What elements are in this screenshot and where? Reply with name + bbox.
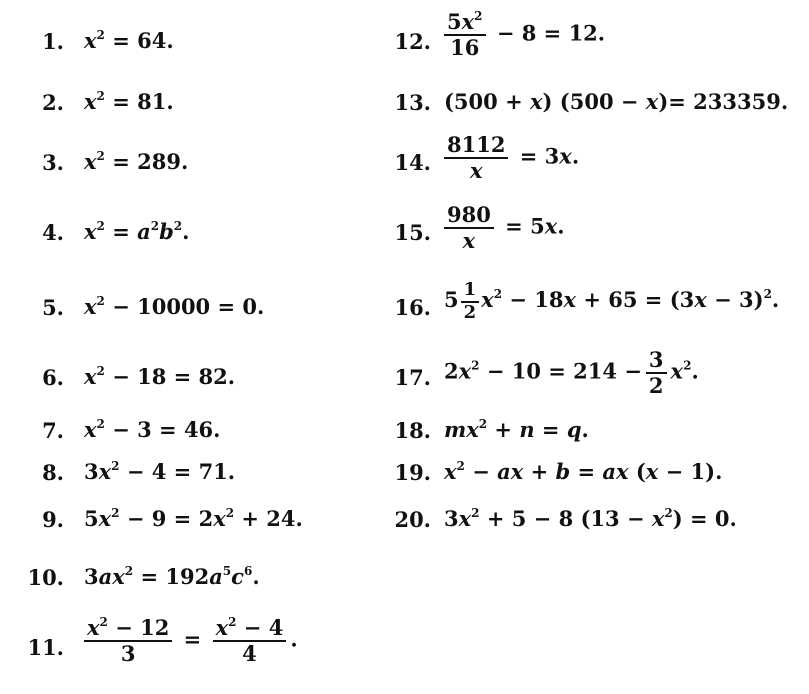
problem-number: 17. [394, 365, 431, 390]
problem-number: 1. [42, 29, 64, 54]
problem-equation: $x^2 = 81$. [84, 89, 174, 114]
problem-number: 19. [394, 460, 431, 485]
problem-equation: $3x^2 - 4 = 71$. [84, 459, 236, 484]
problem-equation: (500 + x) (500 − x)= 233359. [444, 89, 789, 114]
problem-number: 11. [27, 635, 64, 660]
problem-equation: $x^2 = 64$. [84, 28, 174, 53]
problem-number: 6. [42, 365, 64, 390]
problem-number: 15. [394, 220, 431, 245]
problem-number: 16. [394, 295, 431, 320]
problem-equation: $2x^2 - 10 = 214$ − $\frac{3}{2}$ $x^2$. [444, 347, 699, 399]
fraction: $\frac{x^2 - 12}{3}$ [84, 616, 172, 666]
problem-equation: $x^2 - 3 = 46$. [84, 417, 221, 442]
problem-equation: $x^2 = 289$. [84, 149, 189, 174]
problem-number: 9. [42, 507, 64, 532]
problem-number: 20. [394, 507, 431, 532]
problem-number: 4. [42, 220, 64, 245]
problem-equation: $x^2 - 18 = 82$. [84, 364, 236, 389]
fraction: $\frac{8112}{x}$ [444, 133, 508, 183]
problem-equation: $\frac{5x^2}{16}$ − 8 = 12. [440, 10, 605, 60]
fraction: $\frac{1}{2}$ [461, 280, 480, 323]
problem-equation: $x^2$ − ax + b = ax (x − 1). [444, 459, 723, 484]
problem-equation: $x^2 = a^2b^2$. [84, 219, 190, 244]
problem-number: 10. [27, 565, 64, 590]
problem-number: 13. [394, 90, 431, 115]
problem-equation: $5x^2 - 9 = 2x^2 + 24$. [84, 506, 303, 531]
problem-equation: $3ax^2 = 192a^5c^6$. [84, 564, 260, 589]
fraction: $\frac{x^2 - 4}{4}$ [213, 616, 287, 666]
fraction: $\frac{3}{2}$ [646, 348, 667, 398]
problem-number: 12. [394, 29, 431, 54]
problem-equation: $\frac{980}{x}$ = 5x. [440, 203, 565, 253]
problem-equation: $x^2 - 10000 = 0$. [84, 294, 265, 319]
problem-number: 18. [394, 418, 431, 443]
problem-equation: $\frac{x^2 - 12}{3}$ = $\frac{x^2 - 4}{4}$ . [80, 616, 298, 666]
problem-number: 2. [42, 90, 64, 115]
fraction: $\frac{5x^2}{16}$ [444, 10, 486, 60]
problem-number: 3. [42, 150, 64, 175]
problem-number: 14. [394, 150, 431, 175]
problem-equation: 5 $\frac{1}{2}$ $x^2 - 18x + 65 = (3x - 3)^2$. [444, 279, 780, 323]
problem-equation: $3x^2 + 5 - 8$ $(13 - x^2) = 0$. [444, 506, 737, 531]
problem-number: 8. [42, 460, 64, 485]
problem-equation: $\frac{8112}{x}$ = 3x. [440, 133, 579, 183]
problem-number: 5. [42, 295, 64, 320]
fraction: $\frac{980}{x}$ [444, 203, 494, 253]
problem-number: 7. [42, 418, 64, 443]
problem-equation: $mx^2 + n = q$. [444, 417, 589, 442]
